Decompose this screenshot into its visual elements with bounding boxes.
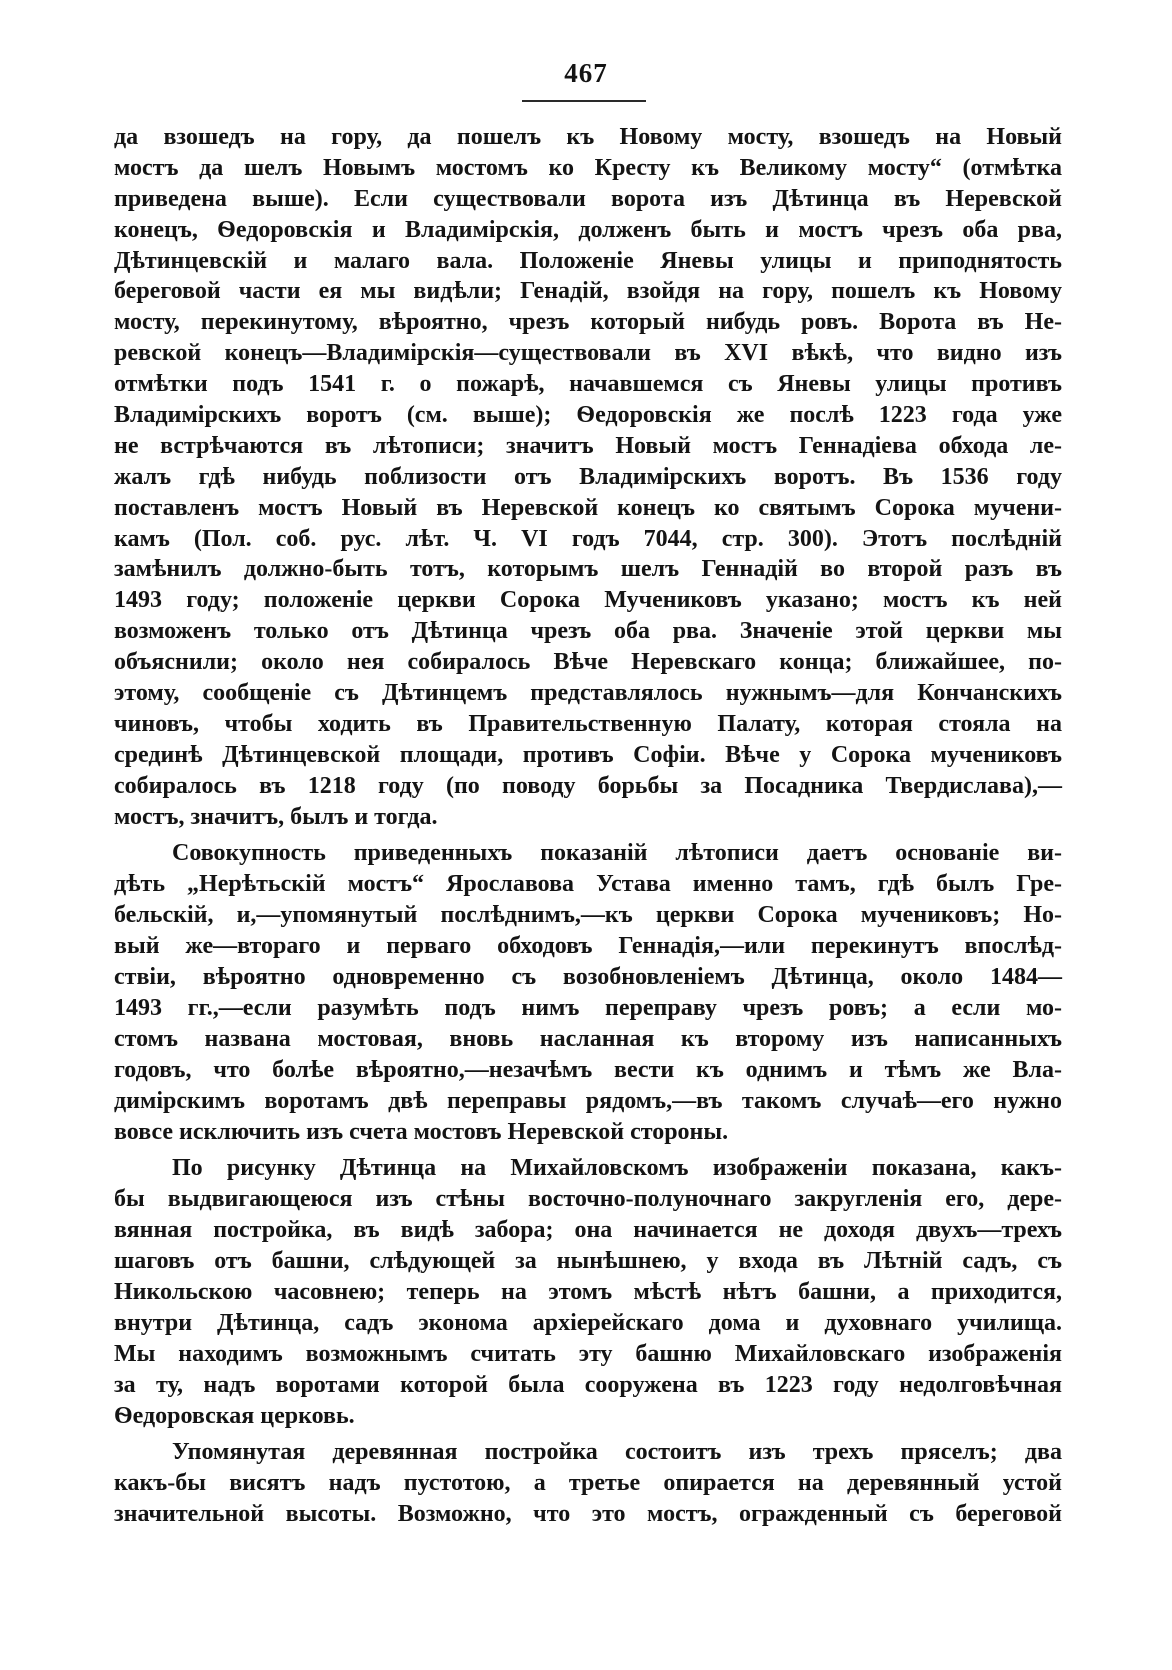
paragraph xyxy=(114,122,1062,832)
text-line: бельскій, и,—упомянутый послѣднимъ,—къ церкви Сорока мучениковъ; Но- xyxy=(114,902,1062,929)
text-line: замѣнилъ должно-быть тотъ, которымъ шелъ Геннадій во второй разъ въ xyxy=(114,556,1062,583)
text-line: отмѣтки подъ 1541 г. о пожарѣ, начавшемся съ Яневы улицы противъ xyxy=(114,371,1062,398)
text-line: жалъ гдѣ нибудь поблизости отъ Владимірскихъ воротъ. Въ 1536 году xyxy=(114,463,1062,490)
header-rule xyxy=(522,100,646,102)
text-line: внутри Дѣтинца, садъ эконома архіерейскаго дома и духовнаго училища. xyxy=(114,1309,1062,1336)
text-line: срединѣ Дѣтинцевской площади, противъ Софіи. Вѣче у Сорока мучениковъ xyxy=(114,741,1062,768)
text-line: Владимірскихъ воротъ (см. выше); Ѳедоровскія же послѣ 1223 года уже xyxy=(114,402,1062,429)
text-line: какъ-бы висятъ надъ пустотою, а третье опирается на деревянный устой xyxy=(114,1470,1062,1497)
text-line: собиралось въ 1218 году (по поводу борьбы за Посадника Твердислава),— xyxy=(114,772,1062,799)
text-line: да взошедъ на гору, да пошелъ къ Новому мосту, взошедъ на Новый xyxy=(114,124,1062,150)
text-line: чиновъ, чтобы ходить въ Правительственную Палату, которая стояла на xyxy=(114,710,1062,737)
paragraph xyxy=(114,1437,1062,1530)
text-line: возможенъ только отъ Дѣтинца чрезъ оба рва. Значеніе этой церкви мы xyxy=(114,618,1062,645)
text-line: Дѣтинцевскій и малаго вала. Положеніе Яневы улицы и приподнятость xyxy=(114,247,1062,274)
text-line: этому, сообщеніе съ Дѣтинцемъ представлялось нужнымъ—для Кончанскихъ xyxy=(114,680,1062,707)
text-line: бы выдвигающеюся изъ стѣны восточно-полуночнаго закругленія его, дере- xyxy=(114,1186,1062,1213)
text-line: береговой части ея мы видѣли; Генадій, взойдя на гору, пошелъ къ Новому xyxy=(114,278,1062,305)
text-line: вовсе исключить изъ счета мостовъ Неревской стороны. xyxy=(114,1118,729,1145)
text-line: объяснили; около нея собиралось Вѣче Неревскаго конца; ближайшее, по- xyxy=(114,649,1062,676)
text-line: 1493 гг.,—если разумѣть подъ нимъ переправу чрезъ ровъ; а если мо- xyxy=(114,994,1062,1021)
text-line: за ту, надъ воротами которой была сооружена въ 1223 году недолговѣчная xyxy=(114,1371,1062,1398)
text-line: По рисунку Дѣтинца на Михайловскомъ изображеніи показана, какъ- xyxy=(172,1155,1062,1182)
text-line: 1493 году; положеніе церкви Сорока Мучениковъ указано; мостъ къ ней xyxy=(114,587,1062,614)
page-number: 467 xyxy=(564,58,608,88)
text-line: мостъ, значитъ, былъ и тогда. xyxy=(114,803,438,830)
text-line: не встрѣчаются въ лѣтописи; значитъ Новый мостъ Геннадіева обхода ле- xyxy=(114,432,1062,459)
text-line: значительной высоты. Возможно, что это мостъ, огражденный съ береговой xyxy=(114,1501,1062,1528)
body-text xyxy=(114,122,1062,1530)
text-line: ревской конецъ—Владимірскія—существовали въ XVI вѣкѣ, что видно изъ xyxy=(114,340,1062,367)
text-line: шаговъ отъ башни, слѣдующей за нынѣшнею, у входа въ Лѣтній садъ, съ xyxy=(114,1248,1062,1275)
text-line: мостъ да шелъ Новымъ мостомъ ко Кресту къ Великому мосту“ (отмѣтка xyxy=(114,154,1062,181)
text-line: ствіи, вѣроятно одновременно съ возобновленіемъ Дѣтинца, около 1484— xyxy=(114,964,1062,991)
text-line: мосту, перекинутому, вѣроятно, чрезъ который нибудь ровъ. Ворота въ Не- xyxy=(114,309,1062,336)
text-line: дѣть „Нерѣтьскій мостъ“ Ярославова Устава именно тамъ, гдѣ былъ Гре- xyxy=(114,871,1062,898)
text-line: Упомянутая деревянная постройка состоитъ изъ трехъ пряселъ; два xyxy=(172,1439,1062,1466)
text-line: Никольскою часовнею; теперь на этомъ мѣстѣ нѣтъ башни, а приходится, xyxy=(114,1278,1062,1305)
text-line: вый же—втораго и перваго обходовъ Геннадія,—или перекинутъ впослѣд- xyxy=(114,933,1062,960)
paragraph xyxy=(114,838,1062,1147)
text-line: Мы находимъ возможнымъ считать эту башню Михайловскаго изображенія xyxy=(114,1340,1062,1367)
text-line: вянная постройка, въ видѣ забора; она начинается не доходя двухъ—трехъ xyxy=(114,1217,1062,1244)
paragraph xyxy=(114,1153,1062,1431)
text-line: камъ (Пол. соб. рус. лѣт. Ч. VI годъ 7044, стр. 300). Этотъ послѣдній xyxy=(114,525,1062,552)
text-line: поставленъ мостъ Новый въ Неревской конецъ ко святымъ Сорока мучени- xyxy=(114,494,1062,521)
text-line: годовъ, что болѣе вѣроятно,—незачѣмъ вести къ однимъ и тѣмъ же Вла- xyxy=(114,1056,1062,1083)
text-line: приведена выше). Если существовали ворота изъ Дѣтинца въ Неревской xyxy=(114,185,1062,212)
text-line: стомъ названа мостовая, вновь насланная къ второму изъ написанныхъ xyxy=(114,1025,1062,1052)
text-line: конецъ, Ѳедоровскія и Владимірскія, долженъ быть и мостъ чрезъ оба рва, xyxy=(114,216,1062,243)
text-line: Ѳедоровская церковь. xyxy=(114,1402,355,1429)
text-line: димірскимъ воротамъ двѣ переправы рядомъ,—въ такомъ случаѣ—его нужно xyxy=(114,1087,1062,1114)
text-line: Совокупность приведенныхъ показаній лѣтописи даетъ основаніе ви- xyxy=(172,840,1062,867)
